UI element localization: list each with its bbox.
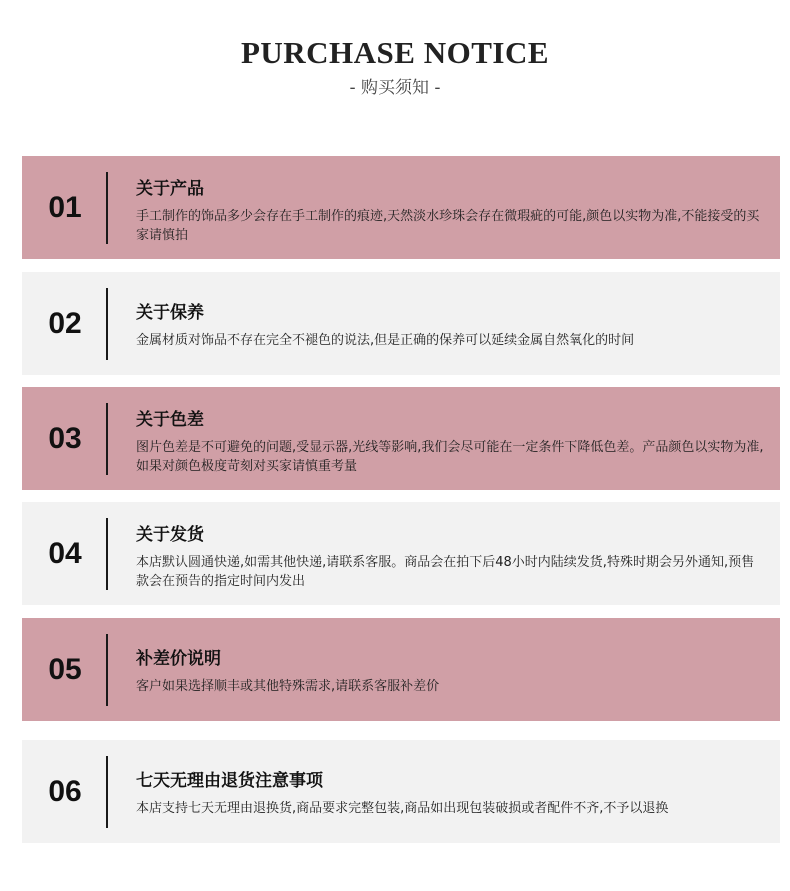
item-text: [136, 524, 764, 591]
item-title: 补差价说明: [136, 649, 221, 669]
notice-item-care: [22, 272, 780, 375]
notice-item-shipping: [22, 502, 780, 605]
item-body: 金属材质对饰品不存在完全不褪色的说法,但是正确的保养可以延续金属自然氧化的时间: [136, 333, 635, 348]
item-title: 七天无理由退货注意事项: [136, 771, 323, 791]
item-title: 关于色差: [136, 410, 204, 430]
item-body: 图片色差是不可避免的问题,受显示器,光线等影响,我们会尽可能在一定条件下降低色差。产品颜色以实物为准,如果对颜色极度苛刻对买家请慎重考量: [136, 440, 764, 474]
item-title: 关于保养: [136, 303, 204, 323]
item-text: [136, 302, 764, 350]
divider: [106, 403, 108, 475]
item-body: 手工制作的饰品多少会存在手工制作的痕迹,天然淡水珍珠会存在微瑕疵的可能,颜色以实物为准,不能接受的买家请慎拍: [136, 209, 760, 243]
header: [0, 36, 790, 100]
item-number: 06: [48, 774, 82, 808]
notice-item-price-difference: [22, 618, 780, 721]
notice-item-returns: [22, 740, 780, 843]
item-text: [136, 648, 764, 696]
page-subtitle: - 购买须知 -: [349, 78, 441, 98]
divider: [106, 288, 108, 360]
item-body: 客户如果选择顺丰或其他特殊需求,请联系客服补差价: [136, 679, 440, 694]
notice-item-color-difference: [22, 387, 780, 490]
divider: [106, 172, 108, 244]
page-title: PURCHASE NOTICE: [240, 35, 550, 70]
item-number: 05: [48, 652, 82, 686]
item-text: [136, 770, 764, 818]
item-title: 关于产品: [136, 179, 204, 199]
divider: [106, 756, 108, 828]
notice-item-products: [22, 156, 780, 259]
divider: [106, 518, 108, 590]
item-body: 本店默认圆通快递,如需其他快递,请联系客服。商品会在拍下后48小时内陆续发货,特殊时期会另外通知,预售款会在预告的指定时间内发出: [136, 555, 755, 589]
divider: [106, 634, 108, 706]
item-number: 02: [48, 306, 82, 340]
item-title: 关于发货: [136, 525, 204, 545]
item-text: [136, 178, 764, 245]
item-number: 03: [48, 421, 82, 455]
item-number: 04: [48, 536, 82, 570]
item-body: 本店支持七天无理由退换货,商品要求完整包装,商品如出现包装破损或者配件不齐,不予以退换: [136, 801, 669, 816]
item-number: 01: [48, 190, 82, 224]
item-text: [136, 409, 764, 476]
